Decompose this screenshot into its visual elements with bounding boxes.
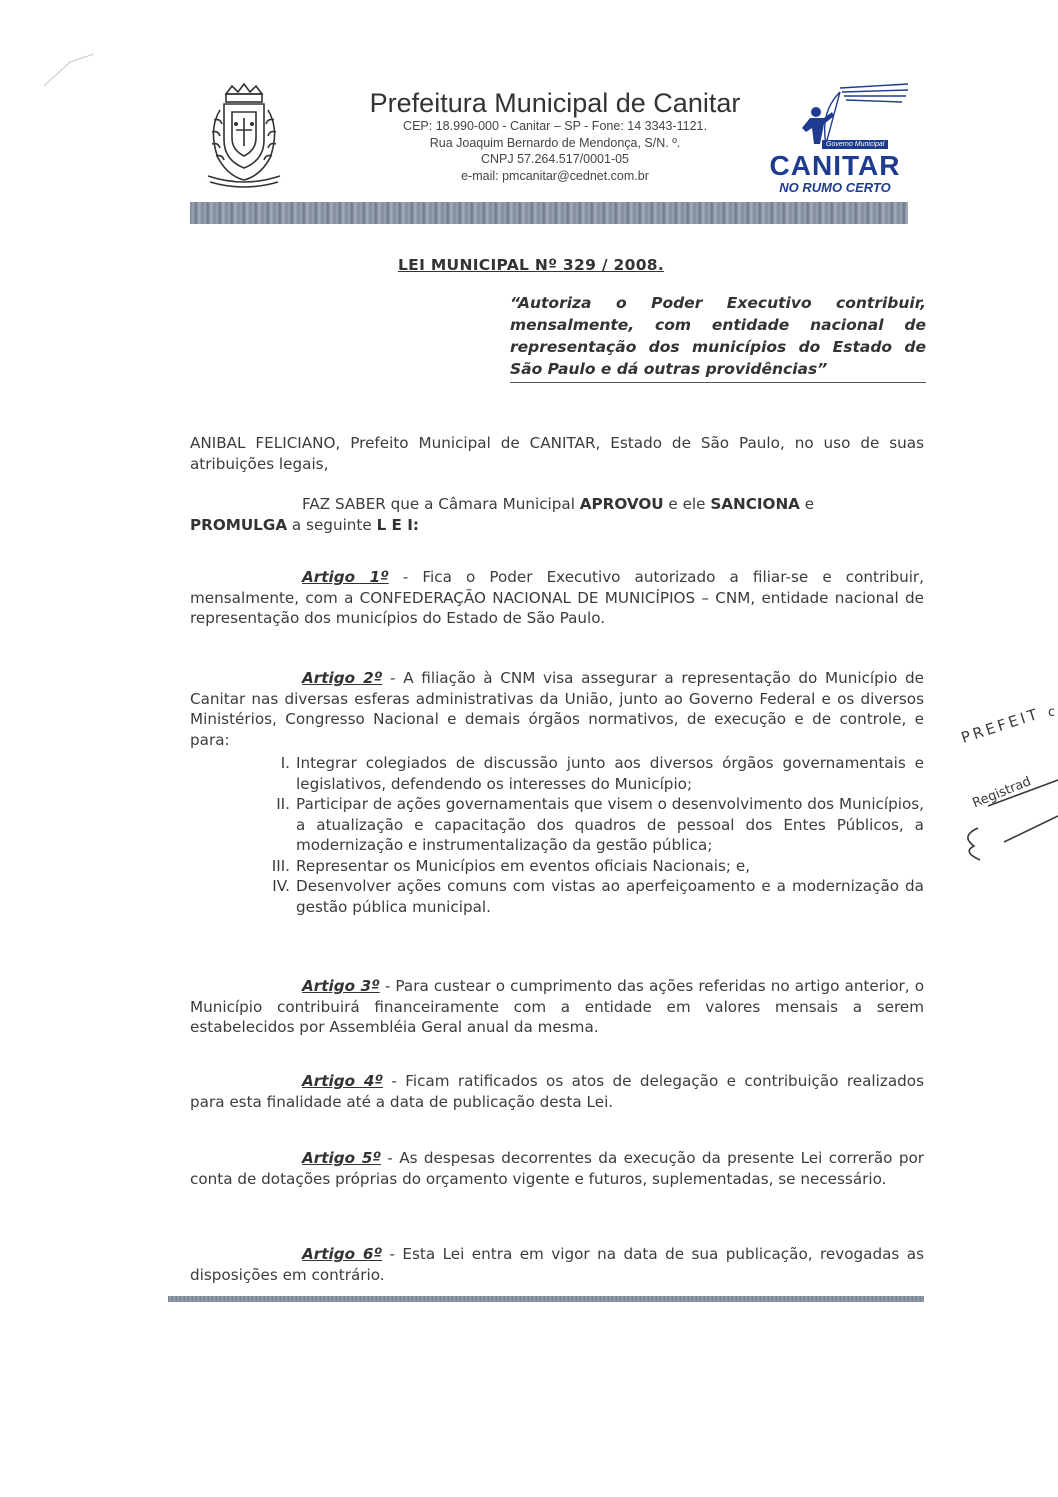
promulga-text: PROMULGA — [190, 515, 288, 534]
letterhead-cnpj: CNPJ 57.264.517/0001-05 — [480, 152, 630, 166]
letterhead-cep-phone: CEP: 18.990-000 - Canitar – SP - Fone: 14 3343-1121. — [403, 119, 707, 133]
article-6 — [190, 1244, 924, 1285]
preamble-text: Prefeito Municipal de CANITAR, Estado de São Paulo, no uso de suas atribuições legais, — [190, 434, 924, 473]
faz-saber-text: FAZ SABER que a Câmara Municipal — [302, 495, 580, 513]
article-4 — [190, 1071, 924, 1112]
article-2 — [190, 668, 924, 750]
list-item — [240, 856, 924, 877]
article-5 — [190, 1148, 924, 1189]
footer-divider-bar — [168, 1296, 924, 1302]
item-number: IV. — [272, 877, 290, 895]
enactment-paragraph — [190, 494, 924, 535]
article-6-text: - Esta Lei entra em vigor na data de sua publicação, revogadas as disposições em contrário. — [190, 1245, 925, 1284]
letterhead-address: Rua Joaquim Bernardo de Mendonça, S/N. º. — [429, 135, 681, 150]
item-number: III. — [271, 856, 290, 875]
article-5-text: - As despesas decorrentes da execução da presente Lei correrão por conta de dotações próprias do orçamento vigente e futuros, suplementadas, se necessário. — [190, 1149, 924, 1188]
letterhead-email: e-mail: pmcanitar@cednet.com.br — [461, 168, 649, 183]
header-divider-bar — [190, 202, 908, 224]
item-number: II. — [276, 795, 290, 813]
list-item — [240, 753, 924, 794]
aprovou-text: APROVOU — [579, 495, 664, 513]
registration-stamp — [952, 660, 1058, 870]
item-text: Participar de ações governamentais que visem o desenvolvimento dos Municípios, a atualização e capacitação dos quadros de pessoal dos Entes Públicos, a modernização e instrumentalização da gestão pública; — [296, 795, 924, 854]
list-item — [240, 876, 924, 917]
letterhead-title: Prefeitura Municipal de Canitar — [369, 88, 741, 118]
a-seguinte-text: a seguinte — [287, 515, 377, 534]
municipal-crest-icon — [196, 80, 292, 192]
letterhead — [330, 88, 780, 184]
law-ementa: “Autoriza o Poder Executivo contribuir, mensalmente, com entidade nacional de representação dos municípios do Estado de São Paulo e dá outras providências” — [510, 292, 926, 383]
article-3-text: - Para custear o cumprimento das ações referidas no artigo anterior, o Município contribuirá financeiramente com a entidade em valores mensais a serem estabelecidos por Assembléia Geral anual da mesma. — [190, 977, 924, 1036]
article-1 — [190, 567, 924, 629]
item-number: I. — [280, 754, 290, 772]
article-1-label: Artigo 1º — [302, 568, 389, 586]
article-1-text: - Fica o Poder Executivo autorizado a filiar-se e contribuir, mensalmente, com a CONFEDERAÇÃO NACIONAL DE MUNICÍPIOS – CNM, entidade nacional de representação dos municípios do Estado de São Paulo. — [190, 568, 924, 627]
mayor-name: ANIBAL FELICIANO, — [190, 434, 341, 452]
article-3 — [190, 976, 924, 1038]
e-text: e — [799, 495, 815, 513]
stamp-fragment-c: c — [1048, 705, 1056, 720]
brand-slogan: NO RUMO CERTO — [779, 180, 891, 195]
article-6-label: Artigo 6º — [302, 1245, 383, 1263]
sanciona-text: SANCIONA — [710, 495, 800, 513]
item-text: Integrar colegiados de discussão junto aos diversos órgãos governamentais e legislativos, defendendo os interesses do Município; — [296, 754, 924, 793]
brand-name: CANITAR — [769, 150, 901, 181]
list-item — [240, 794, 924, 856]
stamp-text-2: Registrad — [970, 774, 1034, 812]
item-text: Desenvolver ações comuns com vistas ao aperfeiçoamento e a modernização da gestão pública municipal. — [296, 877, 924, 916]
article-3-label: Artigo 3º — [302, 977, 380, 995]
article-2-label: Artigo 2º — [302, 669, 383, 687]
law-title: LEI MUNICIPAL Nº 329 / 2008. — [398, 256, 665, 274]
item-text: Representar os Municípios em eventos oficiais Nacionais; e, — [296, 856, 751, 875]
lei-text: L E I: — [376, 515, 419, 534]
article-4-text: - Ficam ratificados os atos de delegação e contribuição realizados para esta finalidade até a data de publicação desta Lei. — [190, 1072, 924, 1111]
e-ele-text: e ele — [663, 495, 711, 513]
brand-tag: Governo Municipal — [822, 140, 888, 149]
article-2-items — [240, 753, 924, 917]
article-5-label: Artigo 5º — [302, 1149, 381, 1167]
stamp-text-1: PREFEIT — [958, 704, 1043, 747]
government-logo — [760, 82, 912, 200]
preamble-paragraph — [190, 433, 924, 474]
article-2-text: - A filiação à CNM visa assegurar a representação do Município de Canitar nas diversas esferas administrativas da União, junto ao Governo Federal e os diversos Ministérios, Congresso Nacional e demais órgãos normativos, de execução e de controle, e para: — [190, 669, 924, 749]
scan-mark — [40, 50, 100, 90]
article-4-label: Artigo 4º — [302, 1072, 383, 1090]
